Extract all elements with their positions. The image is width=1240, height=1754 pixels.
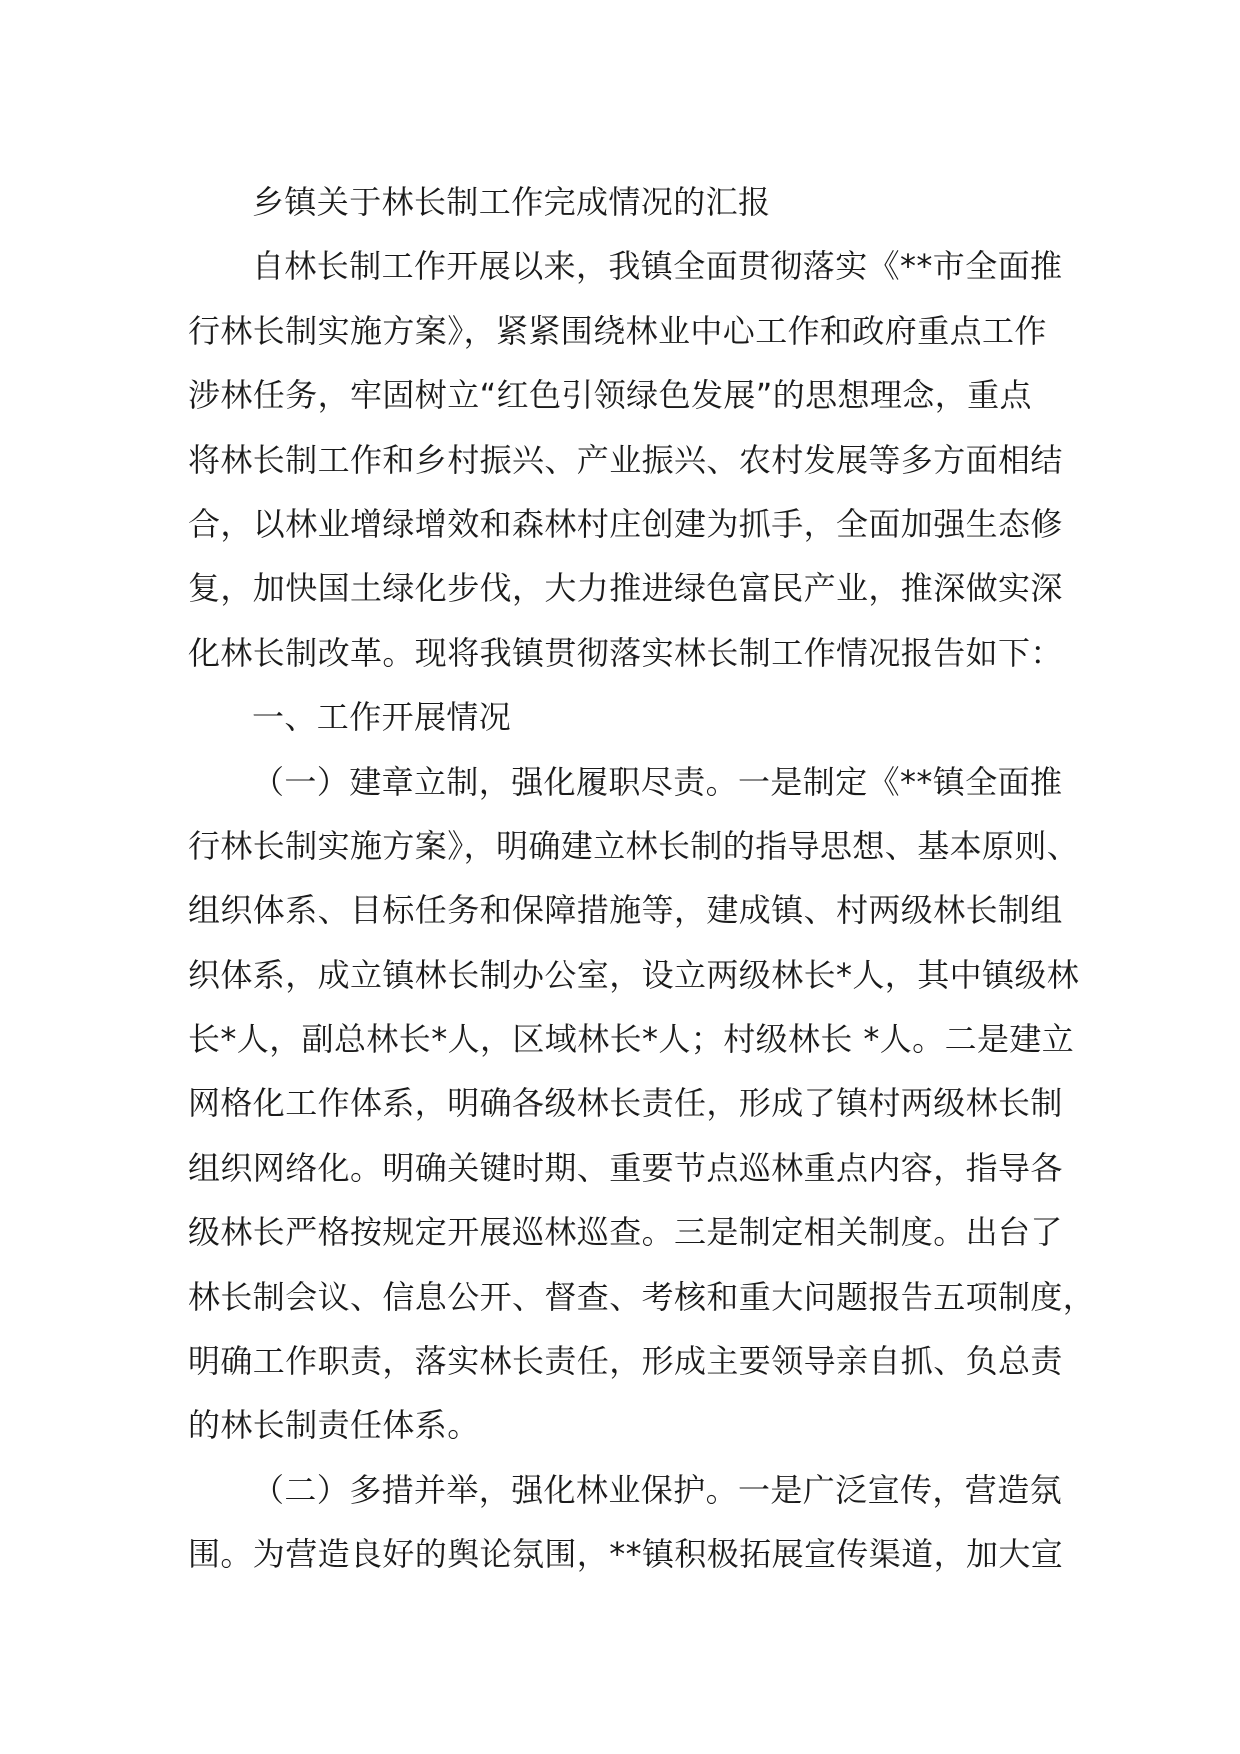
paragraph-line: 自林长制工作开展以来，我镇全面贯彻落实《**市全面推 [252, 247, 1063, 286]
paragraph-line: 网格化工作体系，明确各级林长责任，形成了镇村两级林长制 [188, 1084, 1063, 1123]
document-body [188, 170, 1096, 1587]
paragraph-line: 组织体系、目标任务和保障措施等，建成镇、村两级林长制组 [188, 891, 1063, 930]
paragraph-line: 行林长制实施方案》，紧紧围绕林业中心工作和政府重点工作 [188, 311, 1047, 350]
section-heading: 一、工作开展情况 [252, 698, 512, 737]
paragraph-line: 长*人，副总林长*人，区域林长*人；村级林长 *人。二是建立 [188, 1020, 1075, 1059]
paragraph-line: 的林长制责任体系。 [188, 1406, 480, 1445]
paragraph-line: 明确工作职责，落实林长责任，形成主要领导亲自抓、负总责 [188, 1342, 1063, 1381]
paragraph-line: 复，加快国土绿化步伐，大力推进绿色富民产业，推深做实深 [188, 569, 1063, 608]
paragraph-line: 围。为营造良好的舆论氛围，**镇积极拓展宣传渠道，加大宣 [188, 1535, 1064, 1574]
document-title: 乡镇关于林长制工作完成情况的汇报 [252, 183, 771, 221]
paragraph-line: 组织网络化。明确关键时期、重要节点巡林重点内容，指导各 [188, 1148, 1063, 1187]
paragraph-line: 林长制会议、信息公开、督查、考核和重大问题报告五项制度， [188, 1277, 1096, 1316]
paragraph-line: 合，以林业增绿增效和森林村庄创建为抓手，全面加强生态修 [188, 504, 1063, 543]
paragraph-line: 织体系，成立镇林长制办公室，设立两级林长*人，其中镇级林 [188, 955, 1080, 994]
subsection-line: （二）多措并举，强化林业保护。一是广泛宣传，营造氛 [252, 1470, 1063, 1509]
paragraph-line: 级林长严格按规定开展巡林巡查。三是制定相关制度。出台了 [188, 1213, 1063, 1252]
subsection-line: （一）建章立制，强化履职尽责。一是制定《**镇全面推 [252, 762, 1063, 801]
paragraph-line: 涉林任务，牢固树立“红色引领绿色发展”的思想理念，重点 [188, 376, 1032, 415]
paragraph-line: 将林长制工作和乡村振兴、产业振兴、农村发展等多方面相结 [188, 440, 1063, 479]
paragraph-line: 化林长制改革。现将我镇贯彻落实林长制工作情况报告如下： [188, 633, 1063, 672]
paragraph-line: 行林长制实施方案》，明确建立林长制的指导思想、基本原则、 [188, 826, 1080, 865]
